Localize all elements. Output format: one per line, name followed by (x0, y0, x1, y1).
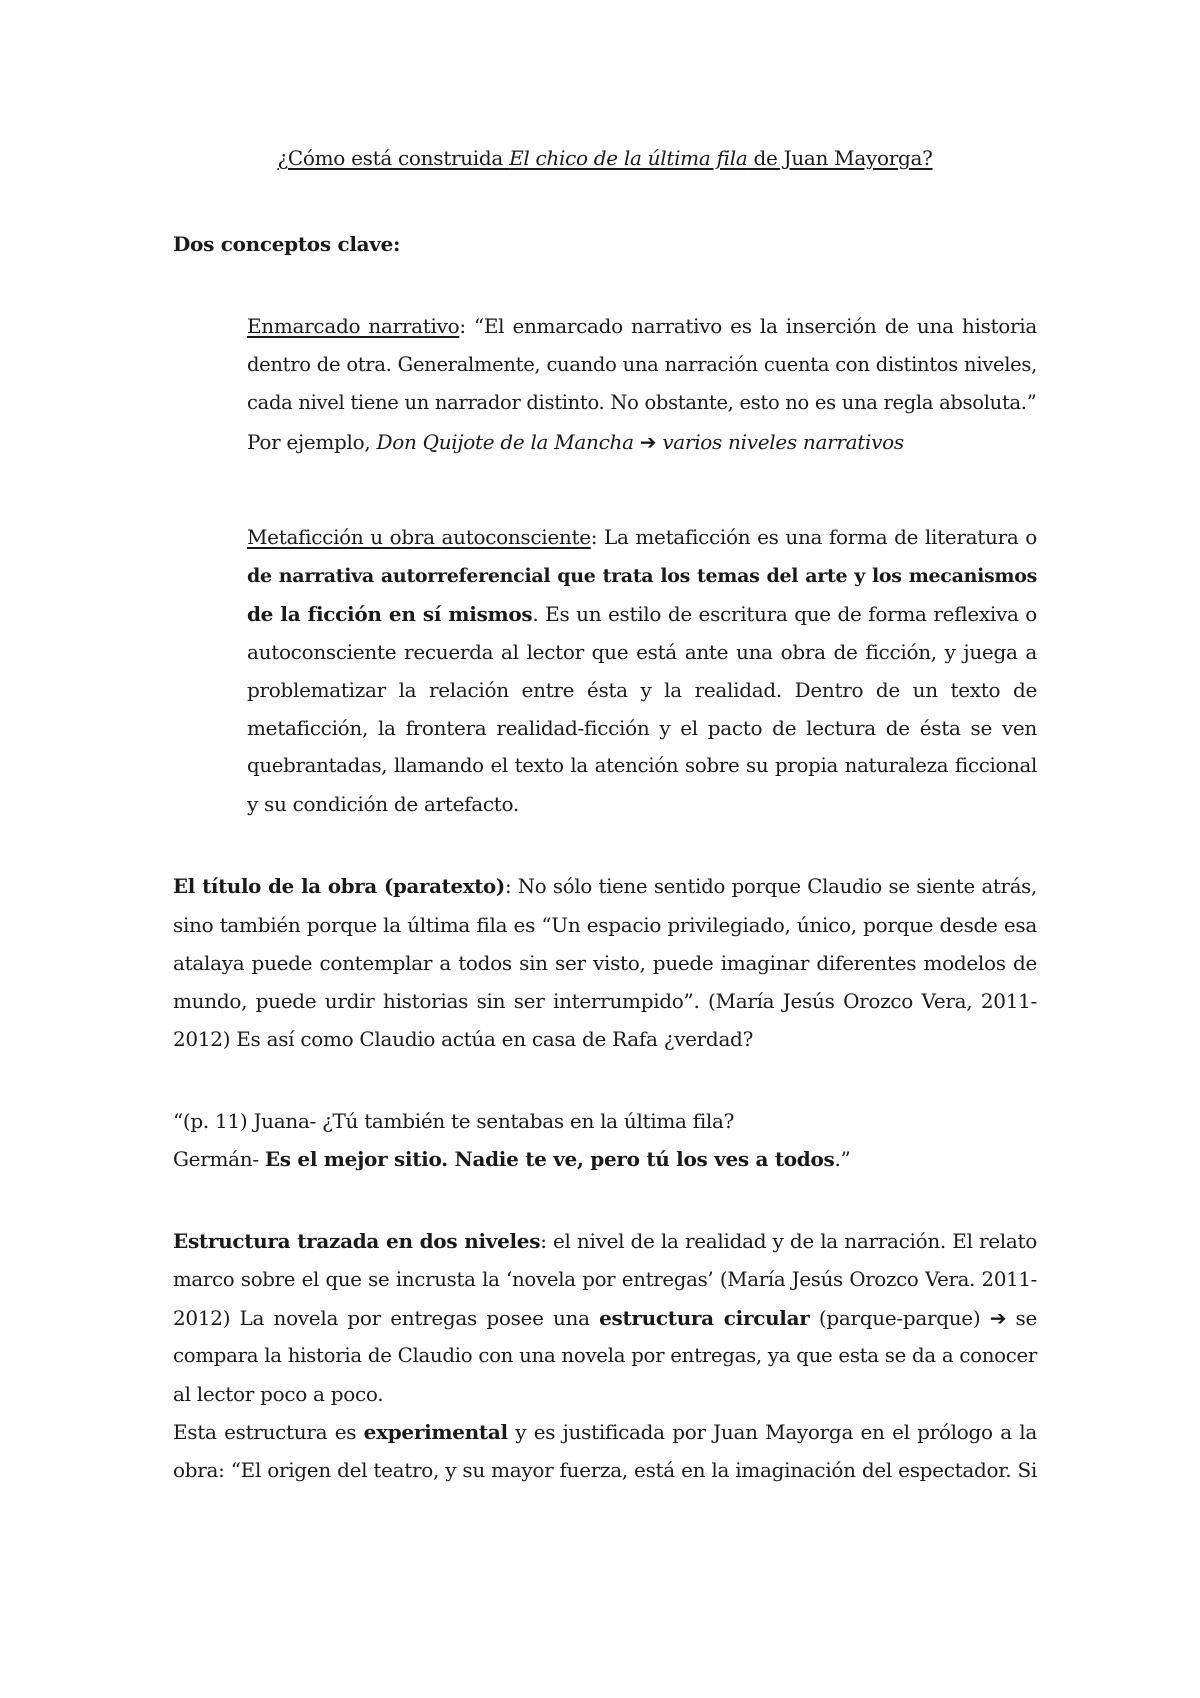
estructura-line: obra: “El origen del teatro, y su mayor fuerza, está en la imaginación del espectador. Si (173, 1458, 1037, 1482)
concept1-line: dentro de otra. Generalmente, cuando una narración cuenta con distintos niveles, (247, 353, 1037, 376)
estructura-line: al lector poco a poco. (173, 1382, 384, 1406)
concept2-line: autoconsciente recuerda al lector que está ante una obra de ficción, y juega a (247, 640, 1037, 664)
titulo-line: El título de la obra (paratexto): No sólo tiene sentido porque Claudio se siente atrás, (173, 874, 1037, 898)
section-heading: Dos conceptos clave: (173, 232, 401, 256)
concept1-line: cada nivel tiene un narrador distinto. No obstante, esto no es una regla absoluta.” (247, 391, 1037, 414)
concept2-line: de narrativa autorreferencial que trata los temas del arte y los mecanismos (247, 565, 1037, 587)
title-text: ¿Cómo está construida (277, 146, 510, 170)
document-title (173, 146, 1037, 170)
titulo-line: mundo, puede urdir historias sin ser interrumpido”. (María Jesús Orozco Vera, 2011- (173, 989, 1037, 1013)
estructura-line: compara la historia de Claudio con una novela por entregas, ya que esta se da a conocer (173, 1344, 1037, 1367)
quote-line: “(p. 11) Juana- ¿Tú también te sentabas en la última fila? (173, 1109, 735, 1133)
estructura-line: Estructura trazada en dos niveles: el nivel de la realidad y de la narración. El relato (173, 1229, 1038, 1253)
concept2-line: Metaficción u obra autoconsciente: La metaficción es una forma de literatura o (247, 525, 1037, 549)
concept2-line: quebrantadas, llamando el texto la atención sobre su propia naturaleza ficcional (247, 754, 1037, 777)
example-work: Don Quijote de la Mancha (376, 430, 634, 454)
titulo-line: sino también porque la última fila es “Un espacio privilegiado, único, porque desde esa (173, 913, 1037, 937)
quote-line: Germán- Es el mejor sitio. Nadie te ve, pero tú los ves a todos.” (173, 1147, 851, 1171)
title-work: El chico de la última fila (509, 146, 748, 170)
estructura-line: 2012) La novela por entregas posee una estructura circular (parque-parque) ➔ se (173, 1306, 1037, 1330)
titulo-line: atalaya puede contemplar a todos sin ser visto, puede imaginar diferentes modelos de (173, 951, 1037, 975)
concept2-line: y su condición de artefacto. (247, 792, 519, 816)
estructura-line: Esta estructura es experimental y es justificada por Juan Mayorga en el prólogo a la (173, 1420, 1037, 1444)
concept2-term: Metaficción u obra autoconsciente (247, 525, 591, 549)
estructura-line: marco sobre el que se incrusta la ‘novela por entregas’ (María Jesús Orozco Vera. 2011- (173, 1268, 1037, 1291)
arrow-icon: ➔ (989, 1306, 1007, 1330)
concept1-example: Por ejemplo, Don Quijote de la Mancha ➔ varios niveles narrativos (247, 430, 904, 454)
concept1-term: Enmarcado narrativo (247, 314, 460, 338)
concept1-line: Enmarcado narrativo: “El enmarcado narrativo es la inserción de una historia (247, 314, 1037, 338)
title-text-end: de Juan Mayorga? (747, 146, 933, 170)
concept2-line: metaficción, la frontera realidad-ficción y el pacto de lectura de ésta se ven (247, 716, 1037, 740)
arrow-icon: ➔ (633, 430, 663, 454)
concept2-line: problematizar la relación entre ésta y la realidad. Dentro de un texto de (247, 678, 1037, 702)
titulo-line: 2012) Es así como Claudio actúa en casa de Rafa ¿verdad? (173, 1027, 753, 1051)
concept2-line: de la ficción en sí mismos. Es un estilo de escritura que de forma reflexiva o (247, 602, 1037, 626)
